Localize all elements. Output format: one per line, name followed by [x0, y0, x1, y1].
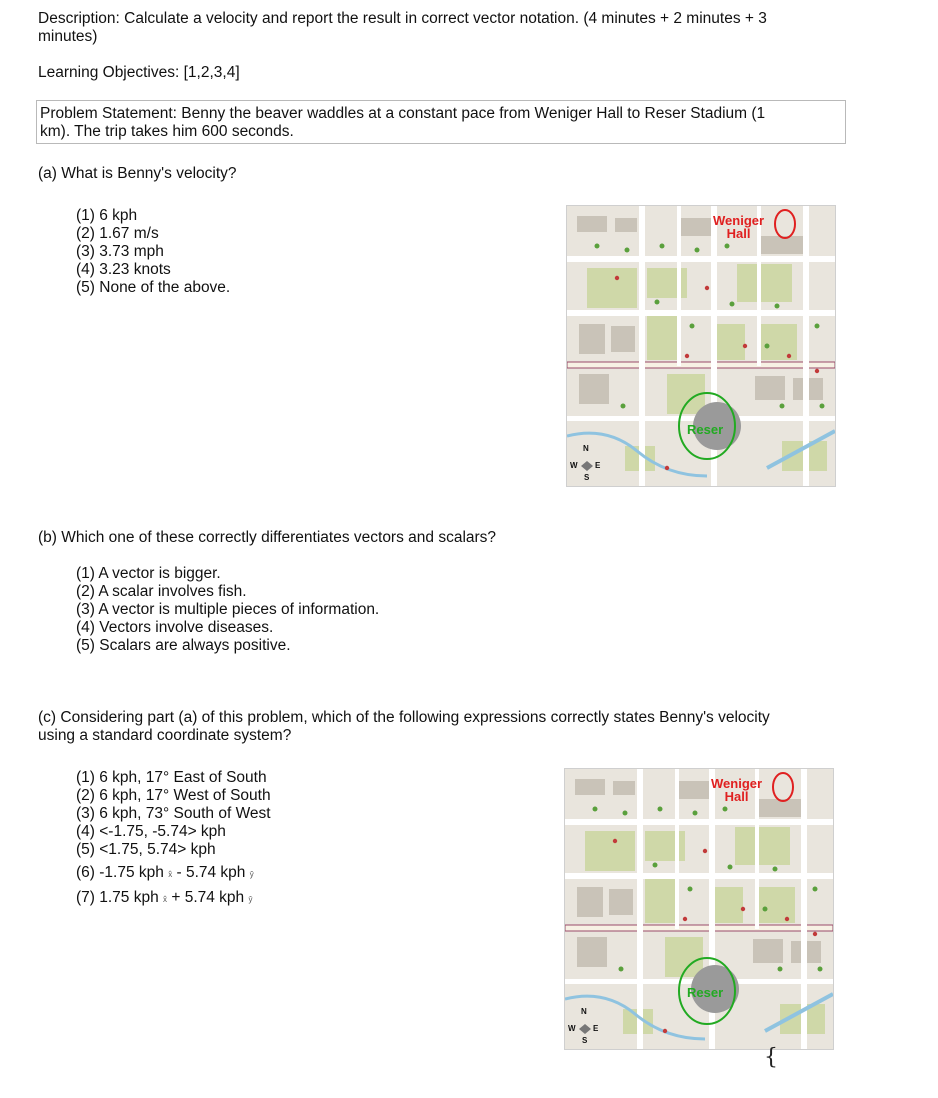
- part-c-question-line-2: using a standard coordinate system?: [38, 727, 292, 744]
- start-label: Weniger Hall: [713, 213, 765, 241]
- compass-w: W: [570, 461, 578, 470]
- part-a-question: (a) What is Benny's velocity?: [38, 165, 237, 182]
- compass-n: N: [583, 444, 589, 453]
- part-a-option[interactable]: (3) 3.73 mph: [76, 243, 164, 260]
- part-c-options: [76, 769, 271, 909]
- part-c-question-line-1: (c) Considering part (a) of this problem, which of the following expressions correctly states Benny's velocity: [38, 709, 770, 726]
- part-b-options: [76, 565, 379, 655]
- part-a-option[interactable]: (2) 1.67 m/s: [76, 225, 159, 242]
- compass-e: E: [595, 461, 601, 470]
- part-b-option[interactable]: (1) A vector is bigger.: [76, 565, 221, 582]
- part-b-option[interactable]: (2) A scalar involves fish.: [76, 583, 247, 600]
- map-drawing: [565, 769, 833, 1049]
- end-label: Reser: [687, 985, 724, 1000]
- start-label: Weniger Hall: [711, 776, 763, 804]
- part-c-option[interactable]: (4) <-1.75, -5.74> kph: [76, 823, 226, 840]
- end-label: Reser: [687, 422, 724, 437]
- part-c-option[interactable]: (5) <1.75, 5.74> kph: [76, 841, 216, 858]
- part-b-option[interactable]: (3) A vector is multiple pieces of information.: [76, 601, 380, 618]
- compass-e: E: [593, 1024, 599, 1033]
- part-a-option[interactable]: (1) 6 kph: [76, 207, 138, 224]
- compass-s: S: [584, 473, 590, 482]
- compass-n: N: [581, 1007, 587, 1016]
- problem-statement-line-2: km). The trip takes him 600 seconds.: [40, 123, 294, 140]
- description-line-2: minutes): [38, 28, 98, 45]
- problem-statement-line-1: Problem Statement: Benny the beaver waddles at a constant pace from Weniger Hall to Reser Stadium (1: [40, 105, 766, 122]
- part-b-question: (b) Which one of these correctly differentiates vectors and scalars?: [38, 529, 497, 546]
- part-c-option[interactable]: (6) -1.75 kph x̂ - 5.74 kph ŷ: [76, 864, 254, 881]
- part-c-option[interactable]: (7) 1.75 kph x̂ + 5.74 kph ŷ: [76, 889, 253, 906]
- problem-statement-box: [36, 100, 846, 144]
- compass-w: W: [568, 1024, 576, 1033]
- description-line-1: Description: Calculate a velocity and report the result in correct vector notation. (4 minutes + 2 minutes + 3: [38, 10, 767, 27]
- part-b-option[interactable]: (4) Vectors involve diseases.: [76, 619, 274, 636]
- map-drawing: [567, 206, 835, 486]
- campus-map-c: [564, 768, 834, 1050]
- compass-s: S: [582, 1036, 588, 1045]
- part-b-option[interactable]: (5) Scalars are always positive.: [76, 637, 291, 654]
- part-a-option[interactable]: (5) None of the above.: [76, 279, 231, 296]
- part-c-option[interactable]: (2) 6 kph, 17° West of South: [76, 787, 271, 804]
- campus-map-a: [566, 205, 836, 487]
- part-a-option[interactable]: (4) 3.23 knots: [76, 261, 171, 278]
- brace-mark: {: [764, 1045, 778, 1070]
- learning-objectives: Learning Objectives: [1,2,3,4]: [38, 64, 240, 81]
- part-c-option[interactable]: (1) 6 kph, 17° East of South: [76, 769, 267, 786]
- part-a-options: [76, 207, 230, 297]
- part-c-option[interactable]: (3) 6 kph, 73° South of West: [76, 805, 271, 822]
